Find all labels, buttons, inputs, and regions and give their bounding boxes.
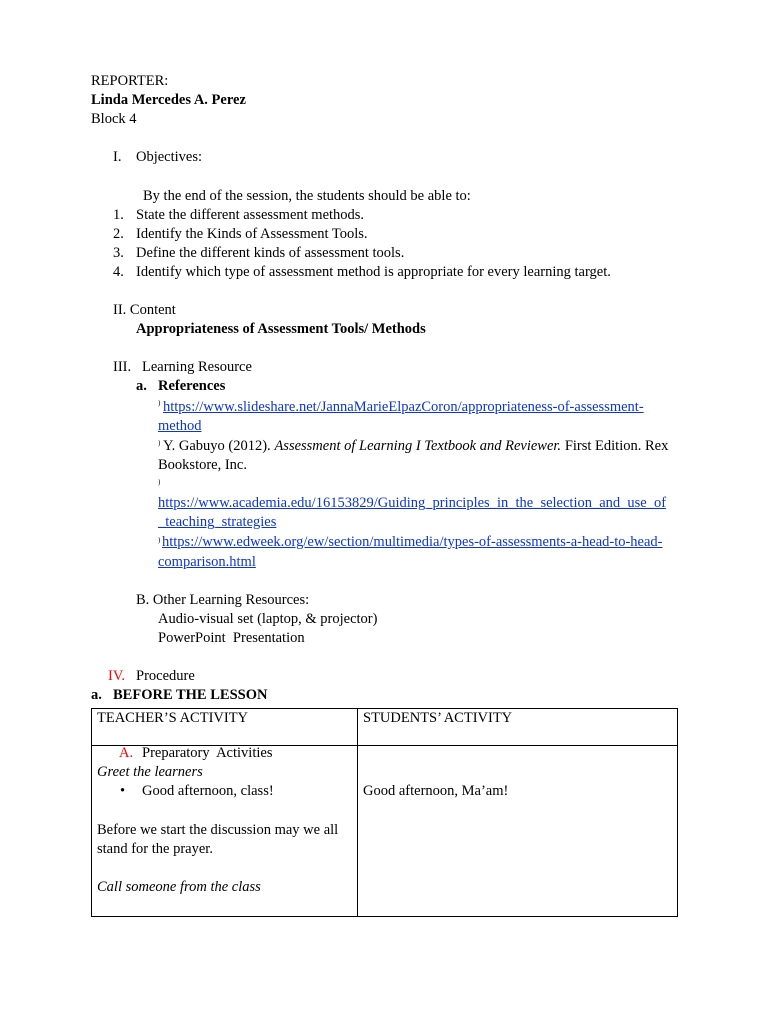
reference-link-edweek[interactable]: https://www.edweek.org/ew/section/multimedia/types-of-assessments-a-head-to-head- <box>162 534 663 550</box>
reference-link-edweek-continued[interactable]: comparison.html <box>158 554 256 570</box>
references-letter: a. <box>136 378 147 394</box>
content-heading: II. Content <box>113 302 176 318</box>
citation-author-year: Y. Gabuyo (2012). <box>163 438 271 454</box>
students-activity-content <box>363 746 672 801</box>
references-heading: References <box>158 378 226 394</box>
teacher-greeting: Good afternoon, class! <box>142 783 274 800</box>
students-response: Good afternoon, Ma’am! <box>363 783 509 799</box>
teacher-next-instruction: Call someone from the class <box>97 879 261 896</box>
teacher-activity-content <box>97 744 352 898</box>
citation-edition: First Edition. Rex <box>564 438 669 454</box>
reference-link-academia-continued[interactable]: _teaching_strategies <box>158 514 277 530</box>
objectives-heading: Objectives: <box>136 149 203 165</box>
table-header-row <box>92 709 678 746</box>
objectives-intro: By the end of the session, the students should be able to: <box>143 188 471 204</box>
objective-number: 3. <box>113 245 124 261</box>
citation-publisher: Bookstore, Inc. <box>158 457 247 473</box>
teacher-prayer-line: Before we start the discussion may we all <box>97 821 339 838</box>
section-letter: A. <box>119 745 134 761</box>
objective-item: Define the different kinds of assessment tools. <box>136 245 405 261</box>
reference-marker: ) <box>158 536 161 544</box>
objective-item: State the different assessment methods. <box>136 207 365 223</box>
students-activity-header: STUDENTS’ ACTIVITY <box>363 710 513 726</box>
teacher-instruction: Greet the learners <box>97 764 203 781</box>
teacher-activity-cell <box>92 746 358 917</box>
blank-line <box>97 859 352 878</box>
objective-number: 1. <box>113 207 124 223</box>
reference-link-academia[interactable]: https://www.academia.edu/16153829/Guiding_principles_in_the_selection_and_use_of <box>158 495 667 511</box>
phase-heading: BEFORE THE LESSON <box>113 687 268 703</box>
blank-line <box>97 802 352 821</box>
table-row <box>92 746 678 917</box>
learning-resource-heading: Learning Resource <box>142 359 252 375</box>
objective-item: Identify the Kinds of Assessment Tools. <box>136 226 368 242</box>
phase-letter: a. <box>91 687 102 703</box>
learning-resource-numeral: III. <box>113 359 132 375</box>
content-topic: Appropriateness of Assessment Tools/ Methods <box>136 321 426 337</box>
other-resource-item: Audio-visual set (laptop, & projector) <box>158 611 378 627</box>
reporter-block: Block 4 <box>91 111 137 127</box>
students-activity-header-cell <box>358 709 678 746</box>
objective-number: 2. <box>113 226 124 242</box>
reference-citation <box>163 437 668 456</box>
teacher-activity-header: TEACHER’S ACTIVITY <box>97 710 249 726</box>
other-resource-item: PowerPoint Presentation <box>158 630 305 646</box>
procedure-heading: Procedure <box>136 668 195 684</box>
bullet-item <box>97 782 352 801</box>
objectives-numeral: I. <box>113 149 122 165</box>
other-resources-heading: B. Other Learning Resources: <box>136 592 310 608</box>
teacher-activity-header-cell <box>92 709 358 746</box>
citation-title: Assessment of Learning I Textbook and Reviewer. <box>274 438 562 454</box>
procedure-numeral: IV. <box>108 668 126 684</box>
activity-table <box>91 708 678 917</box>
teacher-prayer-line: stand for the prayer. <box>97 840 213 857</box>
students-activity-cell <box>358 746 678 917</box>
section-title: Preparatory Activities <box>142 745 273 761</box>
section-title-line <box>97 744 352 763</box>
reference-link-slideshare[interactable]: https://www.slideshare.net/JannaMarieElpazCoron/appropriateness-of-assessment- <box>163 399 644 415</box>
reference-marker: ) <box>158 399 161 407</box>
reporter-label: REPORTER: <box>91 73 169 89</box>
objective-item: Identify which type of assessment method is appropriate for every learning target. <box>136 264 611 280</box>
objective-number: 4. <box>113 264 124 280</box>
reference-link-slideshare-continued[interactable]: method <box>158 418 202 434</box>
reference-marker: ) <box>158 478 161 486</box>
bullet-icon: • <box>120 783 126 800</box>
reference-marker: ) <box>158 439 161 447</box>
reporter-name: Linda Mercedes A. Perez <box>91 92 246 108</box>
